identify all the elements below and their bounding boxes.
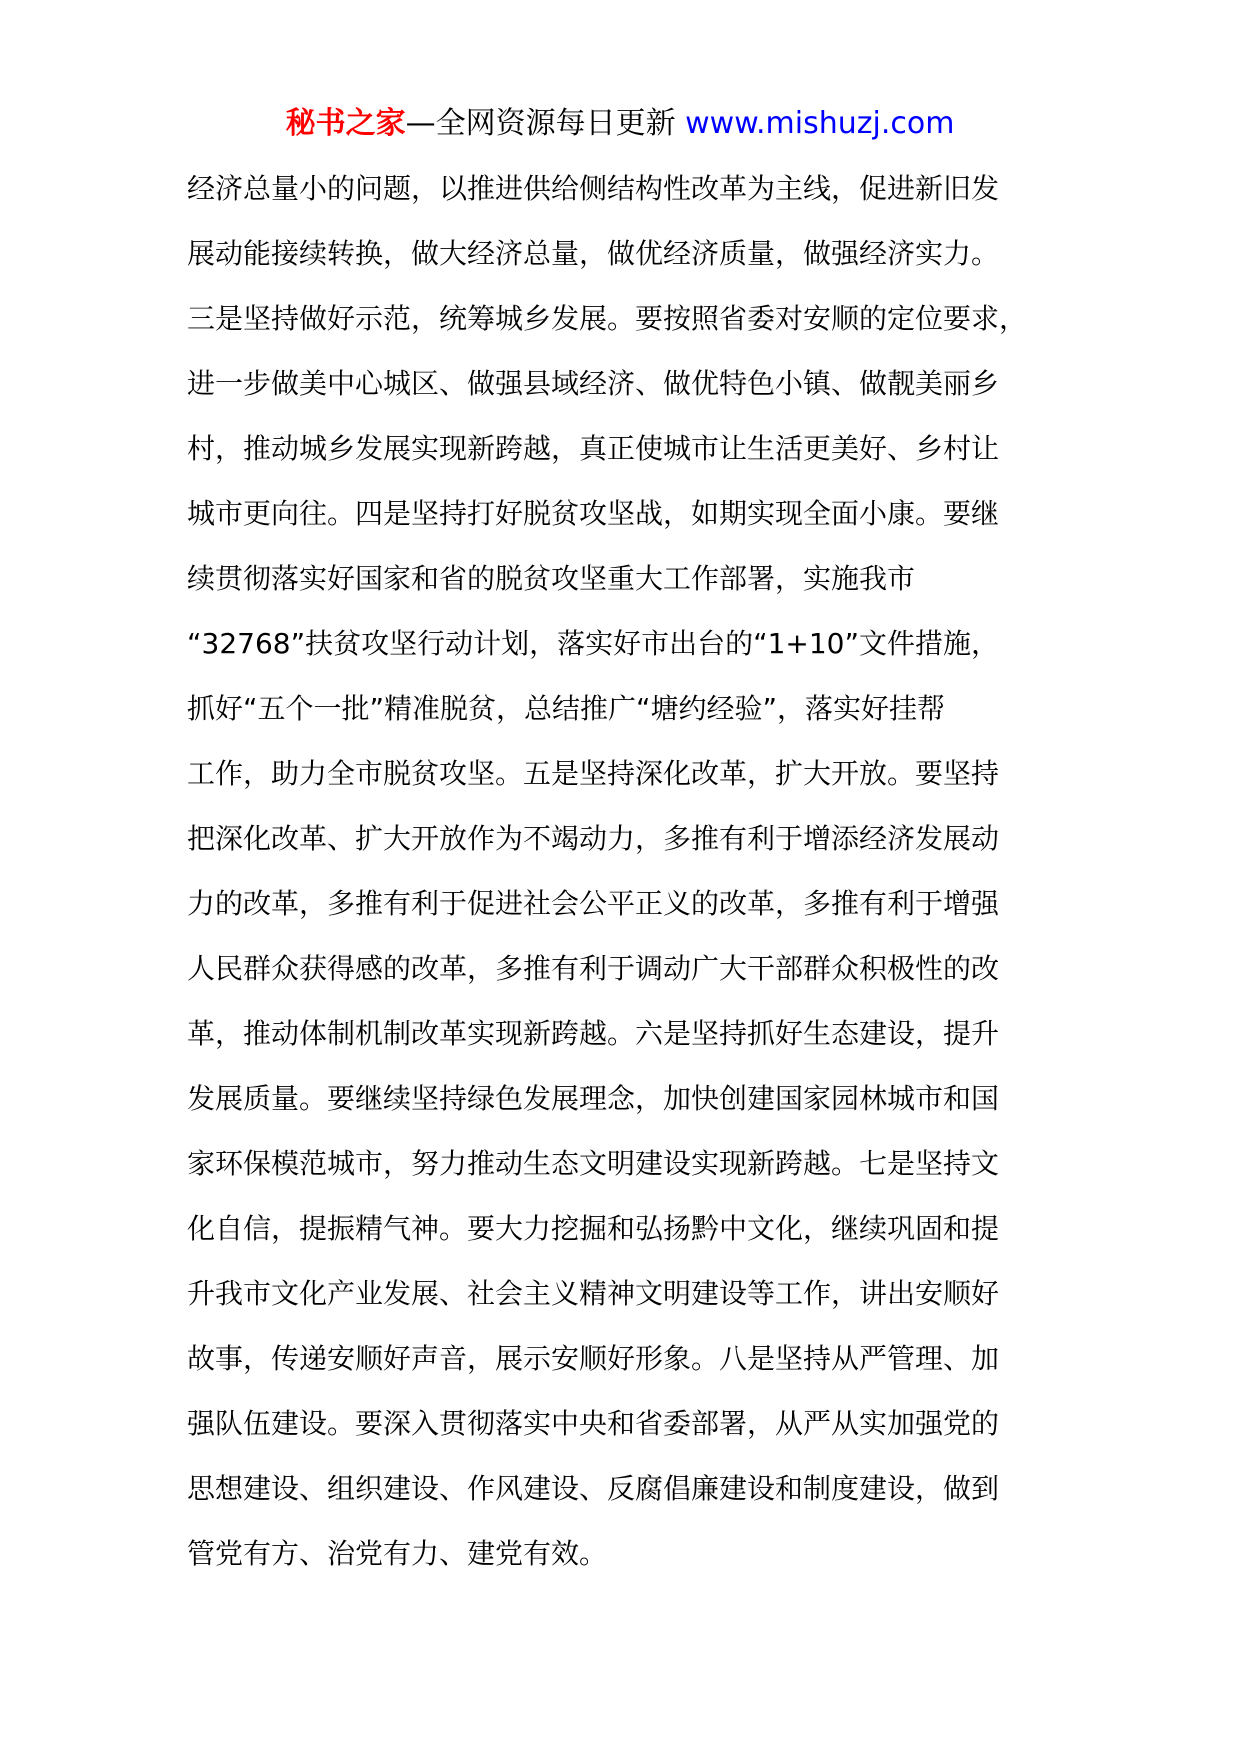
- text-line: 家环保模范城市，努力推动生态文明建设实现新跨越。七是坚持文: [187, 1147, 1000, 1180]
- text-line: 三是坚持做好示范，统筹城乡发展。要按照省委对安顺的定位要求，: [187, 302, 1028, 335]
- text-line: 力的改革，多推有利于促进社会公平正义的改革，多推有利于增强: [187, 887, 1000, 920]
- text-line: 人民群众获得感的改革，多推有利于调动广大干部群众积极性的改: [187, 952, 1000, 985]
- site-url-link[interactable]: www.mishuzj.com: [685, 106, 955, 141]
- text-line: 进一步做美中心城区、做强县域经济、做优特色小镇、做靓美丽乡: [187, 367, 1000, 400]
- header-tagline: —全网资源每日更新: [405, 106, 676, 141]
- text-line: 发展质量。要继续坚持绿色发展理念，加快创建国家园林城市和国: [187, 1082, 1000, 1115]
- page-header: [0, 104, 1240, 144]
- document-body: [187, 168, 1067, 1598]
- text-line: 续贯彻落实好国家和省的脱贫攻坚重大工作部署，实施我市: [187, 562, 916, 595]
- text-line: 工作，助力全市脱贫攻坚。五是坚持深化改革，扩大开放。要坚持: [187, 757, 1000, 790]
- text-line: 强队伍建设。要深入贯彻落实中央和省委部署，从严从实加强党的: [187, 1407, 1000, 1440]
- text-line: 升我市文化产业发展、社会主义精神文明建设等工作，讲出安顺好: [187, 1277, 1000, 1310]
- text-line: 经济总量小的问题，以推进供给侧结构性改革为主线，促进新旧发: [187, 172, 1000, 205]
- text-line: 革，推动体制机制改革实现新跨越。六是坚持抓好生态建设，提升: [187, 1017, 1000, 1050]
- brand-name: 秘书之家: [285, 106, 406, 141]
- text-line: 展动能接续转换，做大经济总量，做优经济质量，做强经济实力。: [187, 237, 1000, 270]
- text-line: 抓好“五个一批”精准脱贫，总结推广“塘约经验”，落实好挂帮: [187, 692, 946, 725]
- text-line: 思想建设、组织建设、作风建设、反腐倡廉建设和制度建设，做到: [187, 1472, 1000, 1505]
- text-line: 把深化改革、扩大开放作为不竭动力，多推有利于增添经济发展动: [187, 822, 1000, 855]
- text-line: 村，推动城乡发展实现新跨越，真正使城市让生活更美好、乡村让: [187, 432, 1000, 465]
- text-line: “32768”扶贫攻坚行动计划，落实好市出台的“1+10”文件措施，: [187, 627, 1000, 660]
- text-line: 城市更向往。四是坚持打好脱贫攻坚战，如期实现全面小康。要继: [187, 497, 1000, 530]
- text-line: 化自信，提振精气神。要大力挖掘和弘扬黔中文化，继续巩固和提: [187, 1212, 1000, 1245]
- text-line: 管党有方、治党有力、建党有效。: [187, 1537, 608, 1570]
- text-line: 故事，传递安顺好声音，展示安顺好形象。八是坚持从严管理、加: [187, 1342, 1000, 1375]
